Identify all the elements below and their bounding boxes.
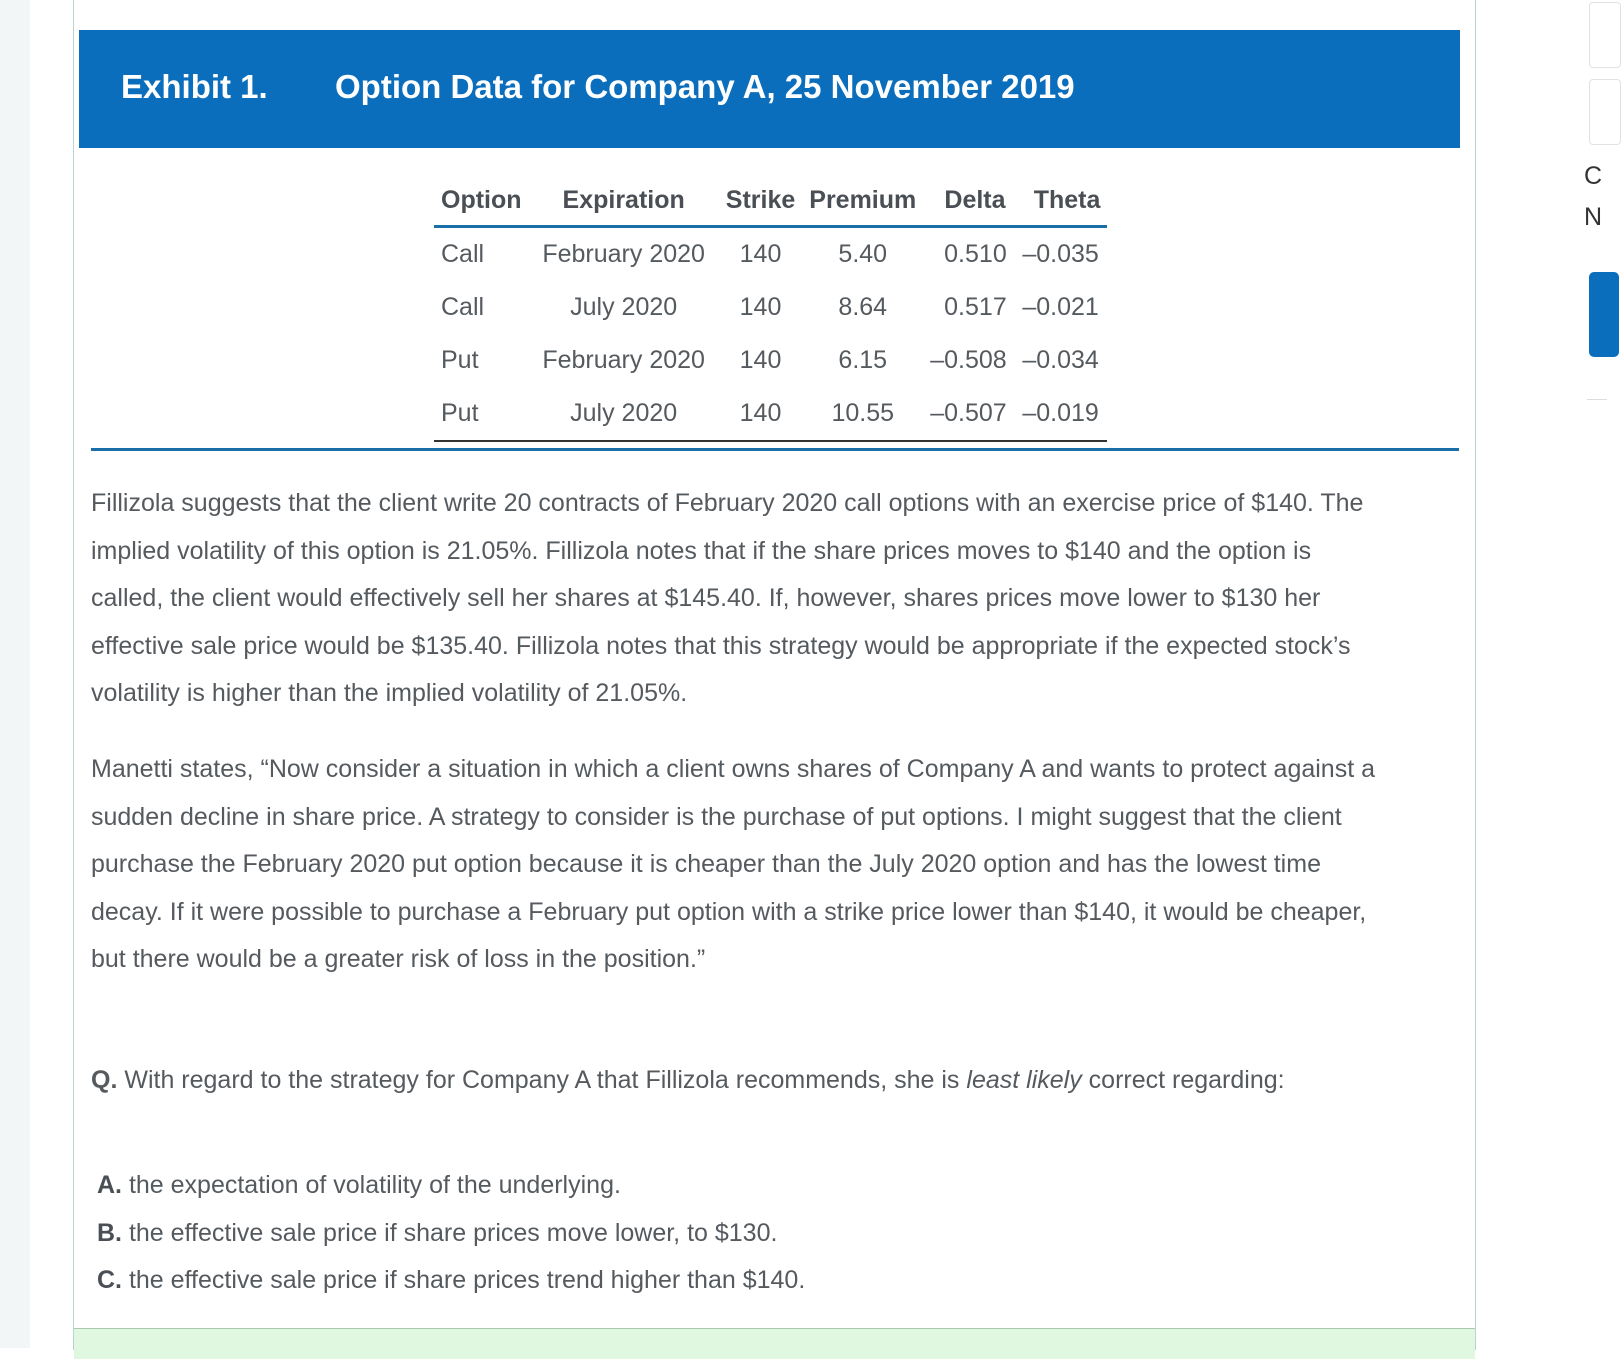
cell-theta: –0.021	[1022, 293, 1099, 321]
question-text-after: correct regarding:	[1081, 1066, 1285, 1094]
table-row	[434, 334, 1107, 387]
question-emphasis: least likely	[966, 1066, 1082, 1094]
cell-premium: 8.64	[838, 293, 888, 321]
cell-option: Put	[434, 387, 529, 441]
right-panel-divider	[1587, 399, 1607, 400]
paragraph-line: but there would be a greater risk of loss in the position.”	[91, 945, 706, 973]
cell-option: Put	[441, 346, 479, 374]
cell-expiration: February 2020	[542, 240, 705, 268]
cell-delta: 0.510	[944, 240, 1007, 268]
question-prefix: Q.	[91, 1066, 118, 1094]
cell-expiration: July 2020	[529, 387, 719, 441]
exhibit-divider	[91, 448, 1459, 451]
cell-option: Call	[441, 240, 485, 268]
cell-strike: 140	[719, 387, 802, 441]
answer-text: the expectation of volatility of the underlying.	[122, 1171, 621, 1199]
column-header-strike: Strike	[719, 178, 802, 227]
left-gutter	[0, 0, 30, 1348]
cell-expiration: February 2020	[542, 346, 705, 374]
paragraph-line: effective sale price would be $135.40. Fillizola notes that this strategy would be appropriate if the expected stock’s	[91, 631, 1351, 660]
cell-strike: 140	[739, 293, 782, 321]
exhibit-banner	[79, 30, 1460, 148]
paragraph-line: sudden decline in share price. A strategy to consider is the purchase of put options. I might suggest that the client	[91, 802, 1342, 831]
answer-option-c[interactable]	[97, 1266, 805, 1314]
cell-delta: –0.507	[923, 387, 1013, 441]
exhibit-title: Option Data for Company A, 25 November 2019	[335, 68, 1075, 105]
answer-option-b[interactable]	[97, 1219, 805, 1267]
column-header-theta: Theta	[1014, 178, 1108, 227]
feedback-panel	[74, 1328, 1475, 1359]
question-card	[73, 0, 1476, 1350]
answer-text: the effective sale price if share prices move lower, to $130.	[122, 1218, 778, 1247]
answer-text: the effective sale price if share prices trend higher than $140.	[122, 1266, 806, 1294]
manetti-paragraph	[91, 746, 1463, 984]
right-panel-button[interactable]	[1589, 272, 1619, 357]
question-text-before: With regard to the strategy for Company A that Fillizola recommends, she is	[117, 1066, 967, 1094]
answer-letter: A.	[97, 1171, 122, 1199]
table-row	[434, 227, 1107, 282]
answer-choices	[97, 1171, 805, 1314]
cell-theta: –0.034	[1022, 346, 1099, 374]
column-header-option: Option	[434, 178, 529, 227]
cell-option: Call	[441, 293, 485, 321]
table-header-row	[434, 178, 1107, 227]
paragraph-line: Fillizola suggests that the client write 20 contracts of February 2020 call options with an exercise price of $140. The	[91, 489, 1364, 517]
paragraph-line: called, the client would effectively sell her shares at $145.40. If, however, shares prices move lower to $130 her	[91, 584, 1321, 612]
right-panel-box[interactable]	[1589, 79, 1621, 145]
right-panel-letter: N	[1584, 203, 1603, 231]
cell-delta: –0.508	[930, 346, 1007, 374]
exhibit-label: Exhibit 1.	[121, 68, 268, 105]
answer-letter: C.	[97, 1266, 122, 1294]
paragraph-line: purchase the February 2020 put option because it is cheaper than the July 2020 option and has the lowest time	[91, 850, 1321, 878]
cell-delta: 0.517	[944, 293, 1007, 321]
column-header-expiration: Expiration	[529, 178, 719, 227]
right-panel-letter: C	[1584, 162, 1603, 190]
answer-option-a[interactable]	[97, 1171, 805, 1219]
paragraph-line: decay. If it were possible to purchase a February put option with a strike price lower than $140, it would be cheaper,	[91, 897, 1367, 926]
question-stem	[91, 1066, 1285, 1095]
option-data-table	[434, 178, 1107, 442]
paragraph-line: Manetti states, “Now consider a situation in which a client owns shares of Company A and wants to protect against a	[91, 755, 1376, 783]
table-row	[434, 281, 1107, 334]
paragraph-line: volatility is higher than the implied volatility of 21.05%.	[91, 679, 688, 707]
cell-theta: –0.019	[1014, 387, 1108, 441]
cell-premium: 6.15	[838, 346, 888, 374]
cell-premium: 10.55	[802, 387, 923, 441]
cell-strike: 140	[739, 346, 782, 374]
paragraph-line: implied volatility of this option is 21.05%. Fillizola notes that if the share prices moves to $140 and the option is	[91, 536, 1312, 565]
cell-premium: 5.40	[838, 240, 888, 268]
answer-letter: B.	[97, 1218, 122, 1247]
fillizola-paragraph	[91, 480, 1463, 718]
column-header-delta: Delta	[923, 178, 1013, 227]
cell-strike: 140	[739, 240, 782, 268]
right-panel-box[interactable]	[1589, 2, 1621, 68]
cell-theta: –0.035	[1022, 240, 1099, 268]
column-header-premium: Premium	[802, 178, 923, 227]
cell-expiration: July 2020	[570, 293, 678, 321]
table-row	[434, 387, 1107, 441]
